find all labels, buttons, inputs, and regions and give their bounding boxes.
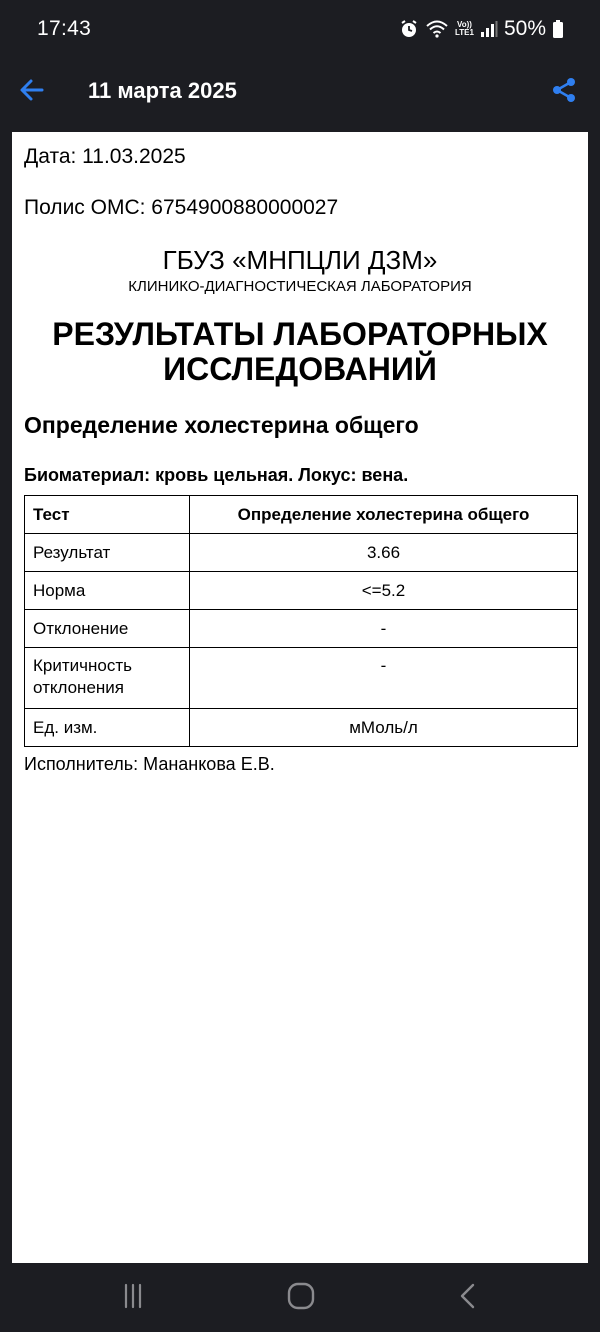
row-label: Критичность отклонения (25, 648, 190, 709)
alarm-icon (399, 19, 419, 39)
results-title-line2: ИССЛЕДОВАНИЙ (163, 351, 437, 387)
row-value: - (190, 610, 578, 648)
organization-name: ГБУЗ «МНПЦЛИ ДЗМ» (162, 245, 438, 275)
table-row (25, 709, 578, 747)
status-time: 17:43 (37, 17, 92, 40)
table-header-row (25, 496, 578, 534)
status-bar (0, 0, 600, 60)
table-header-cell: Определение холестерина общего (190, 496, 578, 534)
row-label: Отклонение (25, 610, 190, 648)
app-bar (0, 60, 600, 124)
lte-badge (455, 21, 474, 37)
table-row (25, 572, 578, 610)
share-button[interactable] (546, 74, 582, 110)
recents-icon (119, 1282, 147, 1315)
results-title (12, 317, 588, 387)
chevron-left-icon (455, 1282, 483, 1315)
arrow-left-icon (18, 76, 46, 109)
home-icon (286, 1281, 316, 1316)
status-icons (399, 17, 564, 41)
row-label: Результат (25, 534, 190, 572)
battery-percent: 50% (503, 17, 546, 40)
organization-subtitle: КЛИНИКО-ДИАГНОСТИЧЕСКАЯ ЛАБОРАТОРИЯ (128, 278, 472, 295)
signal-icon (480, 20, 498, 38)
table-row (25, 610, 578, 648)
results-table (24, 495, 578, 747)
page-title: 11 марта 2025 (88, 78, 237, 103)
test-section-title: Определение холестерина общего (24, 412, 419, 438)
system-nav-bar (0, 1263, 600, 1332)
row-value: 3.66 (190, 534, 578, 572)
table-row (25, 534, 578, 572)
share-icon (550, 76, 578, 109)
back-button[interactable] (14, 74, 50, 110)
row-value: <=5.2 (190, 572, 578, 610)
table-row (25, 648, 578, 709)
row-value: - (190, 648, 578, 709)
policy-number: Полис ОМС: 6754900880000027 (24, 196, 339, 219)
nav-back-button[interactable] (449, 1281, 489, 1315)
row-value: мМоль/л (190, 709, 578, 747)
table-header-cell: Тест (25, 496, 190, 534)
lab-result-document (12, 132, 588, 1263)
results-title-line1: РЕЗУЛЬТАТЫ ЛАБОРАТОРНЫХ (52, 316, 548, 352)
recents-button[interactable] (113, 1281, 153, 1315)
document-date: Дата: 11.03.2025 (24, 145, 186, 168)
row-label: Ед. изм. (25, 709, 190, 747)
lte-top-label: Vo)) (457, 20, 472, 29)
row-label: Норма (25, 572, 190, 610)
performer-name: Исполнитель: Мананкова Е.В. (24, 754, 275, 774)
lte-bottom-label: LTE1 (455, 28, 474, 37)
battery-icon (552, 19, 564, 39)
biomaterial-info: Биоматериал: кровь цельная. Локус: вена. (24, 465, 409, 485)
home-button[interactable] (281, 1281, 321, 1315)
wifi-icon (425, 19, 449, 39)
